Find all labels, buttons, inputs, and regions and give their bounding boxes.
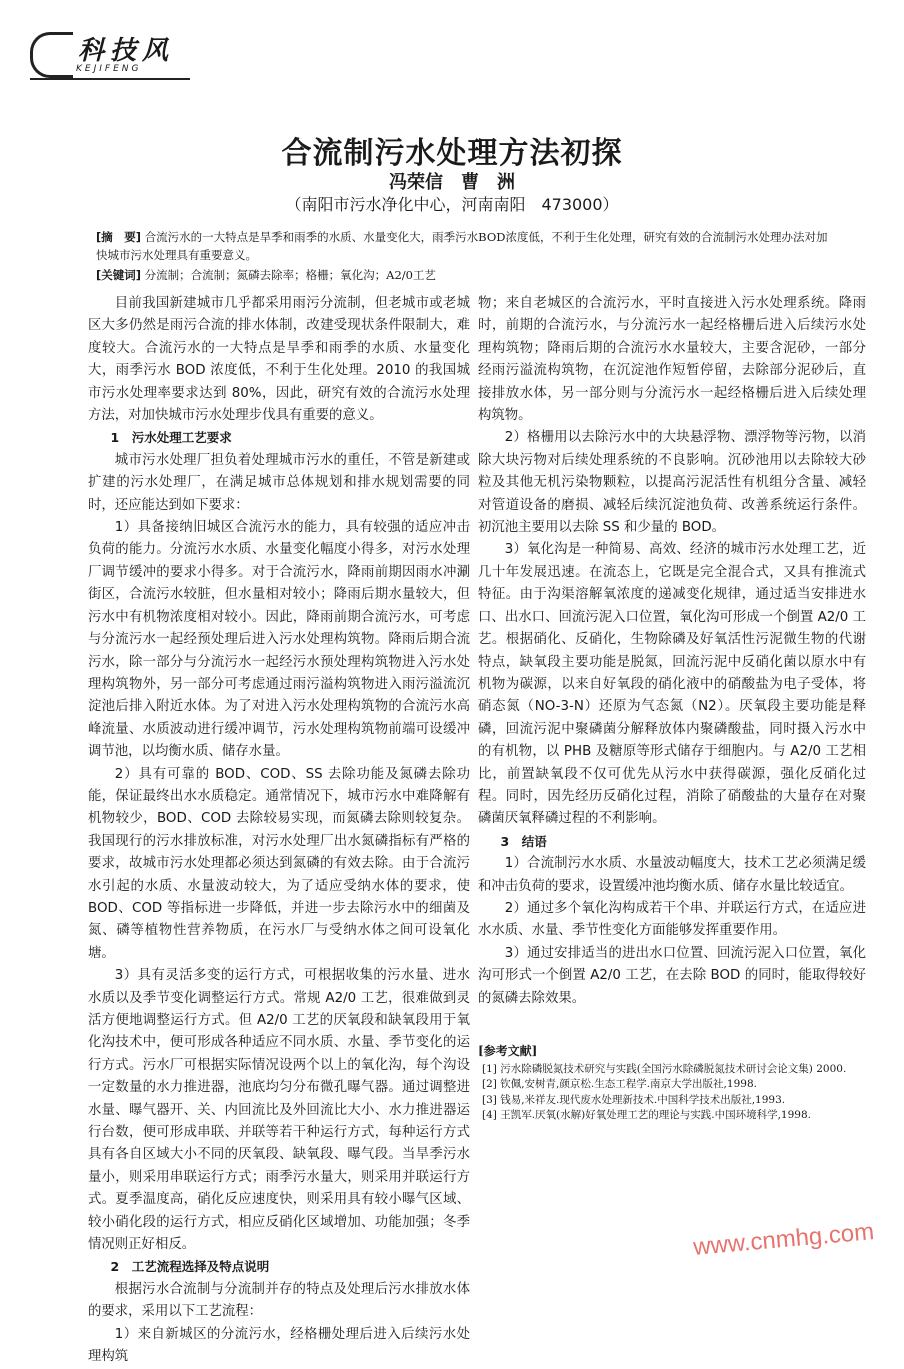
watermark: www.cnmhg.com [691,1218,875,1261]
section-heading: 2 工艺流程选择及特点说明 [110,1259,270,1275]
logo-subtitle: KEJIFENG [76,64,142,74]
conclusion-item: 1）合流制污水水质、水量波动幅度大，技术工艺必须满足缓和冲击负荷的要求，设置缓冲池均衡水质、储存水量比较适宜。 [478,856,866,894]
paragraph: 2）具有可靠的 BOD、COD、SS 去除功能及氮磷去除功能，保证最终出水水质稳定。通常情况下，城市污水中难降解有机物较少，BOD、COD 去除较易实现，而氮磷去除则较复杂。我国现行的污水排放标准，对污水处理厂出水氮磷指标有严格的要求，故城市污水处理都必须达到氮磷的有效去除。由于合流污水引起的水质、水量波动较大，为了适应受纳水体的要求，使 BOD、COD 等指标进一步降低，并进一步去除污水中的细菌及氮、磷等植物性营养物质，在污水厂与受纳水体之间可设氧化塘。 [88,766,470,961]
paragraph: 物；来自老城区的合流污水，平时直接进入污水处理系统。降雨时，前期的合流污水，与分流污水一起经格栅后进入后续污水处理构筑物；降雨后期的合流污水水量较大，主要含泥砂，一部分经雨污溢流构筑物，在沉淀池作短暂停留，去除部分泥砂后，直接排放水体，另一部分则与分流污水一起经格栅后进入后续处理构筑物。 [478,296,866,424]
abstract-label: [摘 要] [96,230,142,244]
reference-item: [2] 钦佩,安树青,颜京松.生态工程学.南京大学出版社,1998. [482,1078,757,1090]
references [478,1044,866,1124]
conclusion-item: 3）通过安排适当的进出水口位置、回流污泥入口位置，氧化沟可形式一个倒置 A2/0 工艺，在去除 BOD 的同时，能取得较好的氮磷去除效果。 [478,945,866,1006]
paragraph: 城市污水处理厂担负着处理城市污水的重任，不管是新建或扩建的污水处理厂，在满足城市总体规划和排水规划需要的同时，还应能达到如下要求： [88,452,470,513]
reference-item: [3] 钱易,米祥友.现代废水处理新技术.中国科学技术出版社,1993. [482,1093,786,1106]
keywords-label: [关键词] [96,268,142,282]
conclusion-item: 2）通过多个氧化沟构成若干个串、并联运行方式，在适应进水水质、水量、季节性变化方面能够发挥重要作用。 [478,900,866,939]
logo-underline [30,78,190,80]
paragraph: 1）来自新城区的分流污水，经格栅处理后进入后续污水处理构筑 [88,1326,470,1365]
abstract-text: 合流污水的一大特点是旱季和雨季的水质、水量变化大，雨季污水BOD浓度低，不利于生化处理，研究有效的合流制污水处理办法对加快城市污水处理具有重要意义。 [96,230,828,262]
paragraph: 3）具有灵活多变的运行方式，可根据收集的污水量、进水水质以及季节变化调整运行方式。常规 A2/0 工艺，很难做到灵活方便地调整运行方式。但 A2/0 工艺的厌氧段和缺氧段用于氧化沟技术中，便可形成各种适应不同水质、水量、季节变化的运行方式。污水厂可根据实际情况设两个以上的氧化沟，每个沟设一定数量的水力推进器，池底均匀分布微孔曝气器。通过调整进水量、曝气器开、关、内回流比及外回流比大小、水力推进器运行台数，便可形成串联、并联等若干种运行方式，每种运行方式具有各自区域大小不同的厌氧段、缺氧段、曝气段。当旱季污水量小，则采用串联运行方式；雨季污水量大，则采用并联运行方式。夏季温度高，硝化反应速度快，则采用具有较小曝气区域、较小硝化段的运行方式，相应反硝化区域增加、功能加强；冬季情况则正好相反。 [88,968,470,1253]
reference-item: [1] 污水除磷脱氮技术研究与实践(全国污水除磷脱氮技术研讨会论文集) 2000. [482,1062,847,1075]
journal-logo [30,28,190,84]
affiliation: （南阳市污水净化中心，河南南阳 473000） [285,195,619,214]
abstract-keywords-block [96,228,836,284]
paragraph: 3）氧化沟是一种简易、高效、经济的城市污水处理工艺，近几十年发展迅速。在流态上，它既是完全混合式，又具有推流式特征。由于沟渠溶解氧浓度的递减变化规律，通过适当安排进水口、出水口、回流污泥入口位置，氧化沟可形成一个倒置 A2/0 工艺。根据硝化、反硝化，生物除磷及好氧活性污泥微生物的代谢特点，缺氧段主要功能是脱氮，回流污泥中反硝化菌以原水中有机物为碳源，以来自好氧段的硝化液中的硝酸盐为电子受体，将硝态氮（NO-3-N）还原为气态氮（N2）。厌氧段主要功能是释磷，回流污泥中聚磷菌分解释放体内聚磷酸盐，同时摄入污水中的有机物，以 PHB 及糖原等形式储存于细胞内。与 A2/0 工艺相比，前置缺氧段不仅可优先从污水中获得碳源，强化反硝化过程。同时，因先经历反硝化过程，消除了硝酸盐的大量存在对聚磷菌厌氧释磷过程的不利影响。 [478,542,866,827]
section-heading: 3 结语 [500,833,547,849]
reference-item: [4] 王凯军.厌氧(水解)好氧处理工艺的理论与实践.中国环境科学,1998. [482,1109,811,1121]
paragraph: 2）格栅用以去除污水中的大块悬浮物、漂浮物等污物，以消除大块污物对后续处理系统的不良影响。沉砂池用以去除较大砂粒及其他无机污染物颗粒，以提高污泥活性有机组分含量、减轻对管道设备的磨损、减轻后续沉淀池负荷、改善系统运行条件。初沉池主要用以去除 SS 和少量的 BOD。 [478,430,866,536]
section-heading: 1 污水处理工艺要求 [110,430,232,446]
paragraph: 目前我国新建城市几乎都采用雨污分流制，但老城市或老城区大多仍然是雨污合流的排水体制，改建受现状条件限制大，难度较大。合流污水的一大特点是旱季和雨季的水质、水量变化大，雨季污水 BOD 浓度低，不利于生化处理。2010 的我国城市污水处理率要求达到 80%，因此，研究有效的合流污水处理方法，对加快城市污水处理步伐具有重要的意义。 [88,296,470,424]
paper-title: 合流制污水处理方法初探 [281,136,623,171]
logo-text: 科技风 [78,36,175,66]
references-heading: [参考文献] [478,1044,538,1058]
authors: 冯荣信 曹 洲 [389,172,515,193]
keywords [96,266,836,284]
abstract [96,228,836,264]
paragraph: 根据污水合流制与分流制并存的特点及处理后污水排放水体的要求，采用以下工艺流程： [88,1281,470,1320]
right-column [478,293,866,1124]
left-column [88,293,470,1369]
paragraph: 1）具备接纳旧城区合流污水的能力，具有较强的适应冲击负荷的能力。分流污水水质、水量变化幅度小得多，对污水处理厂调节缓冲的要求小得多。对于合流污水，降雨前期因雨水冲涮街区，合流污水较脏，但水量相对较小；降雨后期水量较大，但污水中有机物浓度相对较小。因此，降雨前期合流污水，可考虑与分流污水一起经预处理后进入污水处理构筑物。降雨后期合流污水，除一部分与分流污水一起经污水预处理构筑物进入污水处理构筑物外，另一部分可考虑通过雨污溢构筑物进入雨污溢流沉淀池后排入附近水体。为了对进入污水处理构筑物的合流污水高峰流量、水质波动进行缓冲调节，污水处理构筑物前端可设缓冲调节池，以均衡水质、储存水量。 [88,520,470,760]
logo-mark-icon [30,32,73,78]
keywords-text: 分流制；合流制；氮磷去除率；格栅；氧化沟；A2/0工艺 [144,268,436,282]
